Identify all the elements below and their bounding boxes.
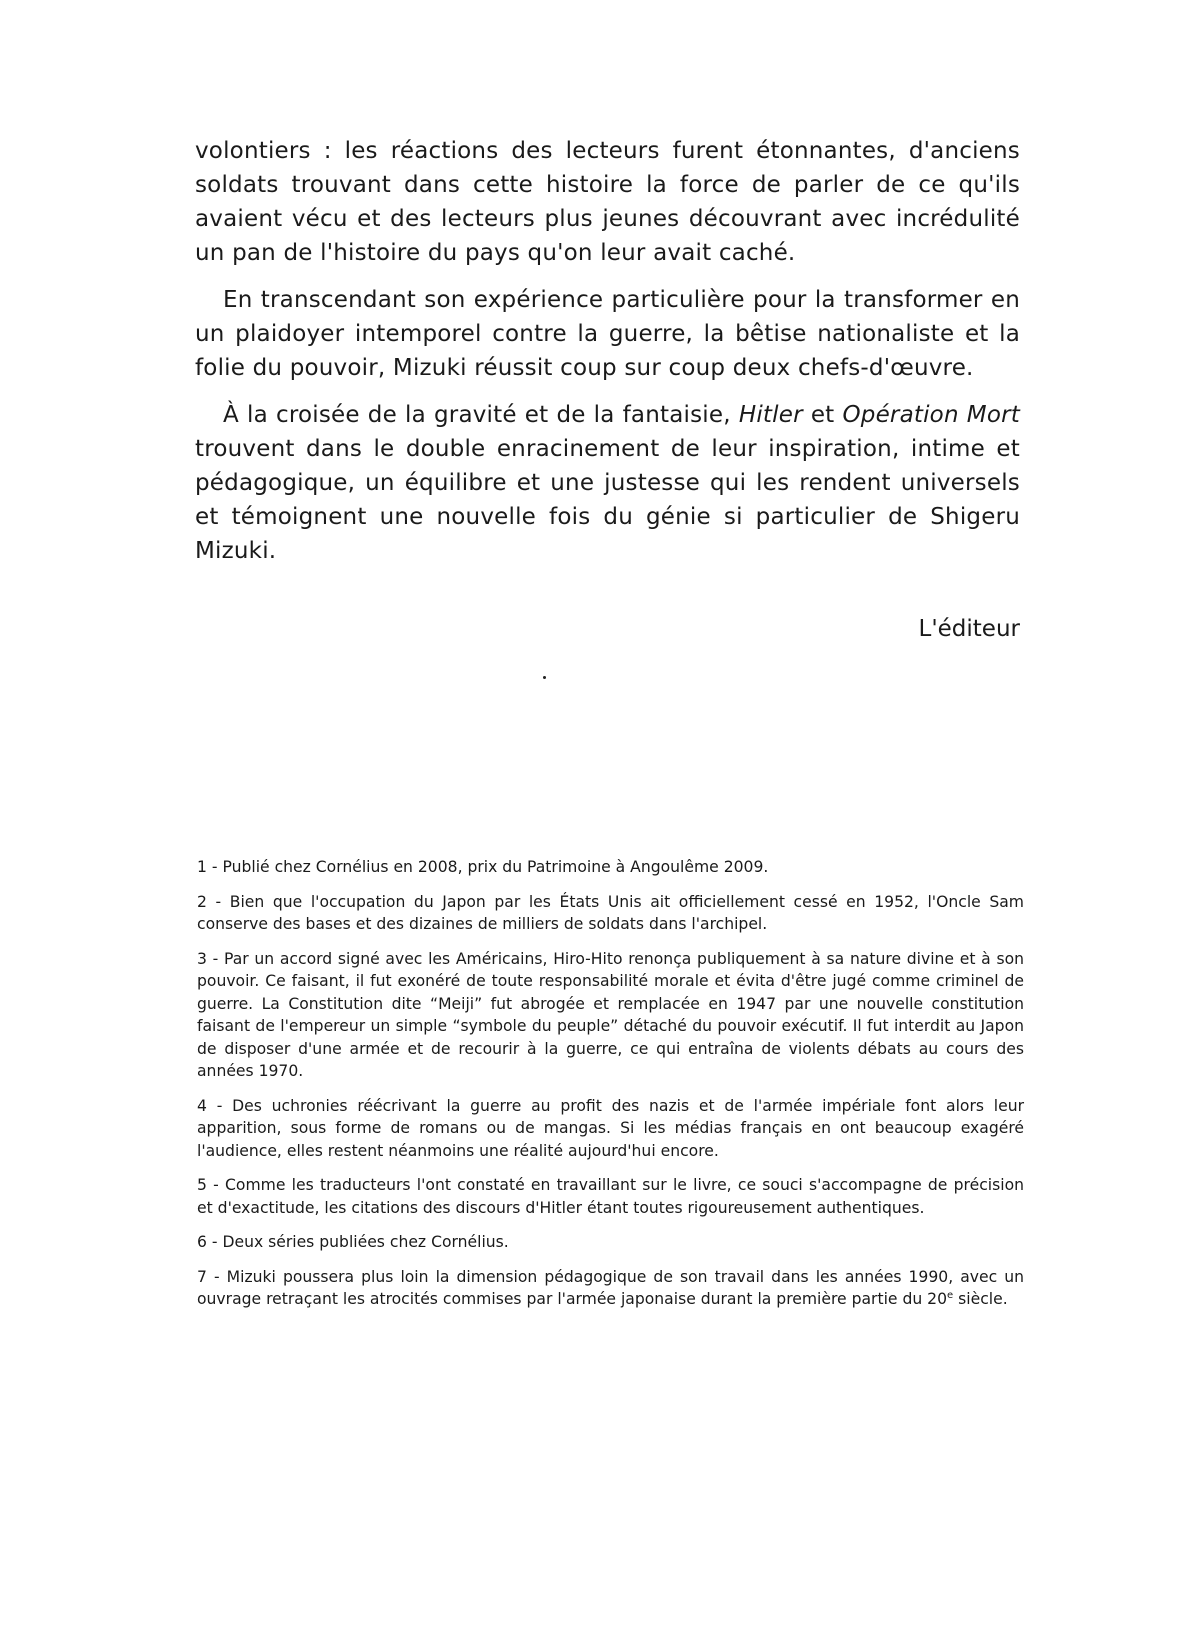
- stray-dot: [543, 676, 546, 679]
- title-operation-mort: Opération Mort: [842, 402, 1020, 428]
- paragraph-3: [195, 398, 1020, 568]
- footnotes: [197, 856, 1024, 1323]
- paragraph-2: En transcendant son expérience particulière pour la transformer en un plaidoyer intemporel contre la guerre, la bêtise nationaliste et la folie du pouvoir, Mizuki réussit coup sur coup deux chefs-d'œuvre.: [195, 287, 1020, 381]
- paragraph-3-after: trouvent dans le double enracinement de leur inspiration, intime et pédagogique, un équilibre et une justesse qui les rendent universels et témoignent une nouvelle fois du génie si particulier de Shigeru Mizuki.: [195, 436, 1020, 564]
- footnote-1: 1 - Publié chez Cornélius en 2008, prix du Patrimoine à Angoulême 2009.: [197, 858, 769, 876]
- footnote-3: 3 - Par un accord signé avec les Américains, Hiro-Hito renonça publiquement à sa nature divine et à son pouvoir. Ce faisant, il fut exonéré de toute responsabilité morale et évita d'être jugé comme criminel de guerre. La Constitution dite “Meiji” fut abrogée et remplacée en 1947 par une nouvelle constitution faisant de l'empereur un simple “symbole du peuple” détaché du pouvoir exécutif. Il fut interdit au Japon de disposer d'une armée et de recourir à la guerre, ce qui entraîna de violents débats au cours des années 1970.: [197, 949, 1024, 1080]
- paragraph-1: volontiers : les réactions des lecteurs furent étonnantes, d'anciens soldats trouvant dans cette histoire la force de parler de ce qu'ils avaient vécu et des lecteurs plus jeunes découvrant avec incrédulité un pan de l'histoire du pays qu'on leur avait caché.: [195, 138, 1020, 266]
- footnote-7-superscript: e: [947, 1289, 954, 1301]
- footnote-4: 4 - Des uchronies réécrivant la guerre au profit des nazis et de l'armée impériale font alors leur apparition, sous forme de romans ou de mangas. Si les médias français en ont beaucoup exagéré l'audience, elles restent néanmoins une réalité aujourd'hui encore.: [197, 1096, 1024, 1160]
- footnote-7: [197, 1266, 1024, 1311]
- footnote-7-end: siècle.: [953, 1290, 1008, 1308]
- signature: L'éditeur: [918, 616, 1020, 642]
- main-text: [195, 134, 1020, 581]
- title-hitler: Hitler: [738, 402, 803, 428]
- footnote-5: 5 - Comme les traducteurs l'ont constaté en travaillant sur le livre, ce souci s'accompagne de précision et d'exactitude, les citations des discours d'Hitler étant toutes rigoureusement authentiques.: [197, 1176, 1024, 1217]
- footnote-6: 6 - Deux séries publiées chez Cornélius.: [197, 1233, 509, 1251]
- paragraph-3-mid: et: [802, 402, 843, 428]
- paragraph-3-before: À la croisée de la gravité et de la fantaisie,: [223, 402, 739, 428]
- footnote-2: 2 - Bien que l'occupation du Japon par les États Unis ait officiellement cessé en 1952, l'Oncle Sam conserve des bases et des dizaines de milliers de soldats dans l'archipel.: [197, 892, 1024, 933]
- footnote-7-text: 7 - Mizuki poussera plus loin la dimension pédagogique de son travail dans les années 1990, avec un ouvrage retraçant les atrocités commises par l'armée japonaise durant la première partie du 20: [197, 1267, 1024, 1308]
